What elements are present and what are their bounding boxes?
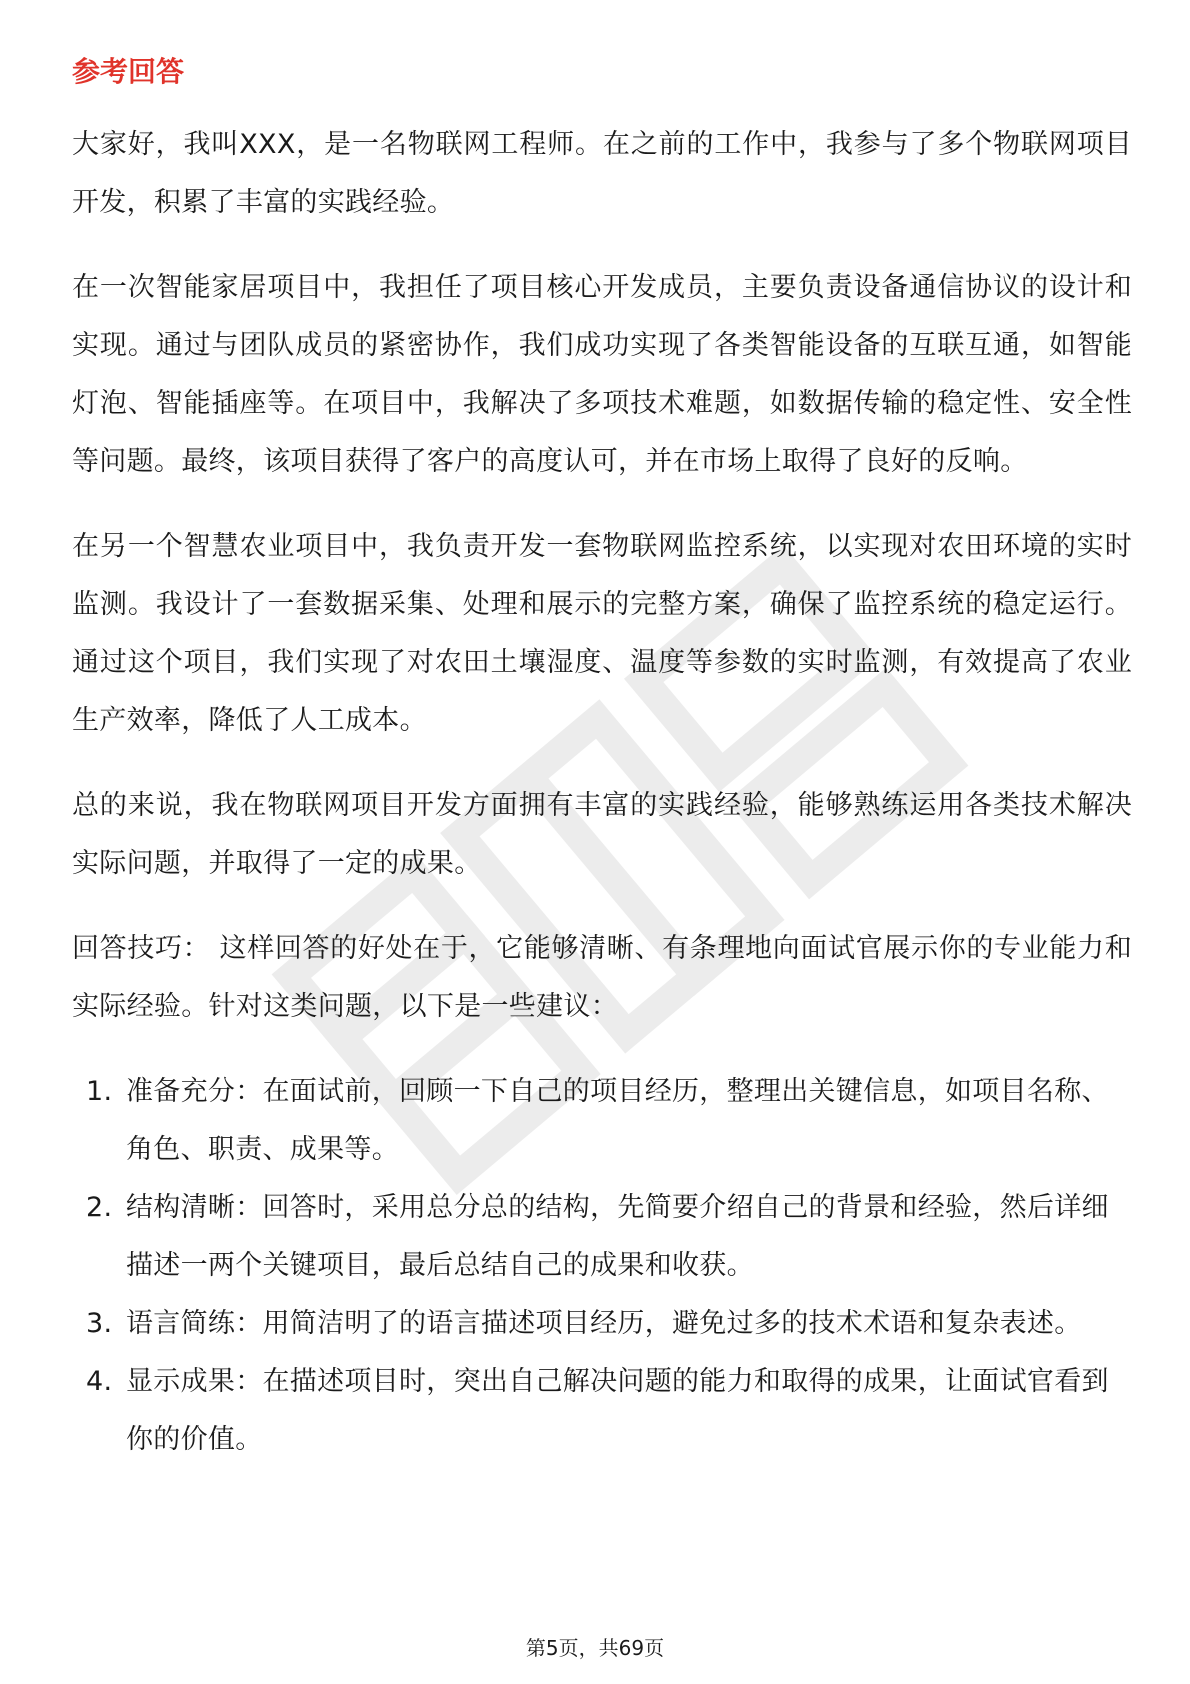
paragraph-smart-home: 在一次智能家居项目中，我担任了项目核心开发成员，主要负责设备通信协议的设计和实现。通过与团队成员的紧密协作，我们成功实现了各类智能设备的互联互通，如智能灯泡、智能插座等。在项目中，我解决了多项技术难题，如数据传输的稳定性、安全性等问题。最终，该项目获得了客户的高度认可，并在市场上取得了良好的反响。	[72, 272, 1132, 477]
list-item	[72, 1179, 1132, 1295]
list-item	[72, 1063, 1132, 1179]
list-item-number: 3.	[86, 1308, 113, 1339]
paragraph-smart-agriculture: 在另一个智慧农业项目中，我负责开发一套物联网监控系统，以实现对农田环境的实时监测。我设计了一套数据采集、处理和展示的完整方案，确保了监控系统的稳定运行。通过这个项目，我们实现了对农田土壤湿度、温度等参数的实时监测，有效提高了农业生产效率，降低了人工成本。	[72, 531, 1132, 736]
list-item-number: 4.	[86, 1366, 113, 1397]
list-item-text: 语言简练：用简洁明了的语言描述项目经历，避免过多的技术术语和复杂表述。	[126, 1308, 1082, 1339]
answer-content	[72, 116, 1132, 1469]
list-item-text: 显示成果：在描述项目时，突出自己解决问题的能力和取得的成果，让面试官看到你的价值。	[126, 1366, 1109, 1455]
list-item	[72, 1353, 1132, 1469]
list-item	[72, 1295, 1132, 1353]
list-item-number: 2.	[86, 1192, 113, 1223]
page-number-footer: 第5页，共69页	[525, 1636, 665, 1660]
tips-list	[72, 1063, 1132, 1469]
paragraph-answer-tips: 回答技巧： 这样回答的好处在于，它能够清晰、有条理地向面试官展示你的专业能力和实际经验。针对这类问题，以下是一些建议：	[72, 933, 1132, 1022]
section-heading: 参考回答	[72, 55, 185, 88]
list-item-text: 结构清晰：回答时，采用总分总的结构，先简要介绍自己的背景和经验，然后详细描述一两个关键项目，最后总结自己的成果和收获。	[126, 1192, 1109, 1281]
list-item-number: 1.	[86, 1076, 113, 1107]
paragraph-summary: 总的来说，我在物联网项目开发方面拥有丰富的实践经验，能够熟练运用各类技术解决实际问题，并取得了一定的成果。	[72, 790, 1132, 879]
paragraph-intro: 大家好，我叫XXX，是一名物联网工程师。在之前的工作中，我参与了多个物联网项目开发，积累了丰富的实践经验。	[72, 129, 1132, 218]
list-item-text: 准备充分：在面试前，回顾一下自己的项目经历，整理出关键信息，如项目名称、角色、职责、成果等。	[126, 1076, 1109, 1165]
